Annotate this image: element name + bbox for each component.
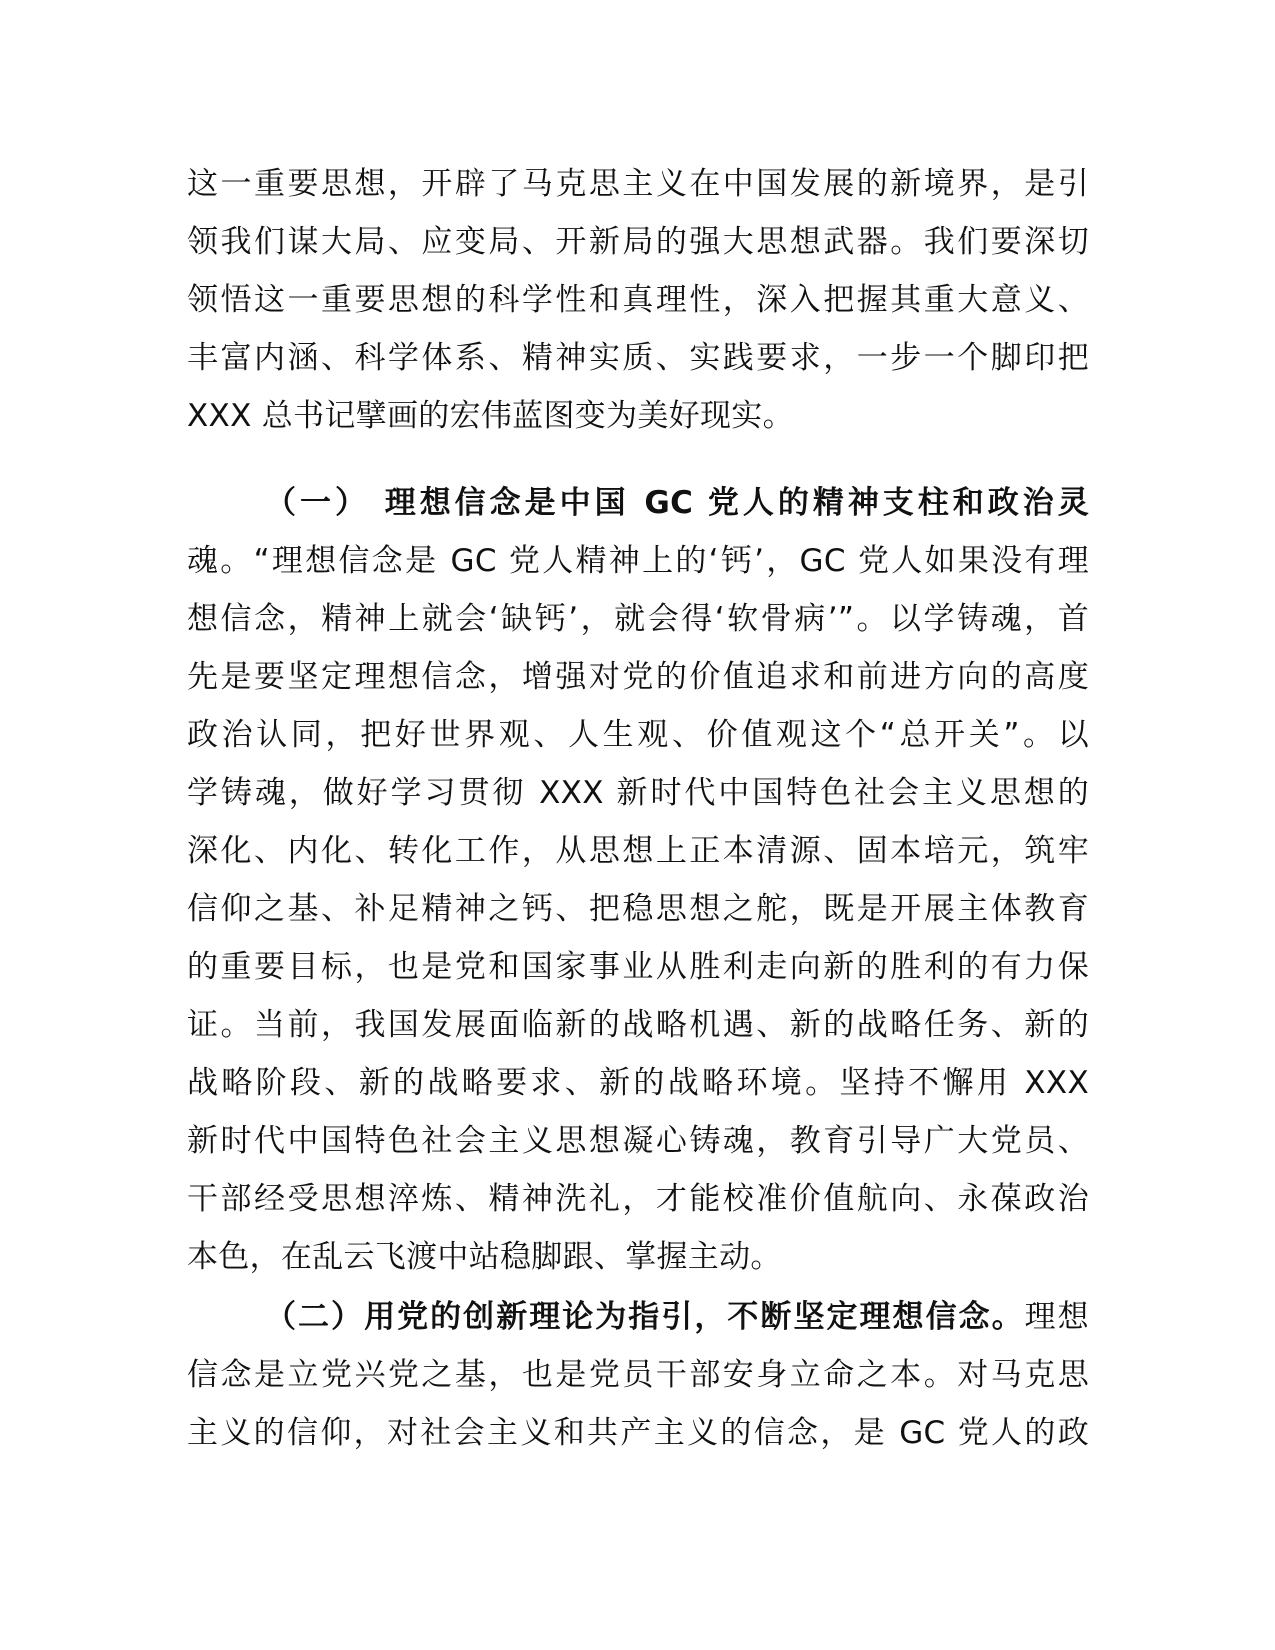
text-line: 这一重要思想，开辟了马克思主义在中国发展的新境界，是引 [187, 166, 1089, 202]
text-line: 想信念，精神上就会‘缺钙’，就会得‘软骨病’”。以学铸魂，首 [187, 601, 1089, 637]
text-line: 丰富内涵、科学体系、精神实质、实践要求，一步一个脚印把 [187, 340, 1089, 376]
section-heading: （二）用党的创新理论为指引，不断坚定理想信念。 [265, 1299, 1025, 1335]
text-line: 新时代中国特色社会主义思想凝心铸魂，教育引导广大党员、 [187, 1123, 1089, 1159]
text-line: 证。当前，我国发展面临新的战略机遇、新的战略任务、新的 [187, 1007, 1089, 1043]
text-line: 战略阶段、新的战略要求、新的战略环境。坚持不懈用 XXX [187, 1065, 1089, 1101]
text-line: 魂。“理想信念是 GC 党人精神上的‘钙’，GC 党人如果没有理 [187, 543, 1089, 579]
heading-tail-text: 理想 [1024, 1299, 1089, 1335]
section-heading-line [187, 1288, 1089, 1346]
text-line: 的重要目标，也是党和国家事业从胜利走向新的胜利的有力保 [187, 949, 1089, 985]
text-line: 先是要坚定理想信念，增强对党的价值追求和前进方向的高度 [187, 659, 1089, 695]
text-line: 领悟这一重要思想的科学性和真理性，深入把握其重大意义、 [187, 282, 1089, 318]
text-line: 干部经受思想淬炼、精神洗礼，才能校准价值航向、永葆政治 [187, 1181, 1089, 1217]
text-line: 政治认同，把好世界观、人生观、价值观这个“总开关”。以 [187, 717, 1089, 753]
text-line: XXX 总书记擘画的宏伟蓝图变为美好现实。 [187, 398, 794, 434]
section-heading: （一） 理想信念是中国 GC 党人的精神支柱和政治灵 [265, 485, 1089, 521]
paragraph-section-two [187, 1288, 1089, 1462]
text-line: 学铸魂，做好学习贯彻 XXX 新时代中国特色社会主义思想的 [187, 775, 1089, 811]
text-line: 主义的信仰，对社会主义和共产主义的信念，是 GC 党人的政 [187, 1415, 1089, 1451]
text-line: 信念是立党兴党之基，也是党员干部安身立命之本。对马克思 [187, 1357, 1089, 1393]
text-line: 本色，在乱云飞渡中站稳脚跟、掌握主动。 [187, 1239, 782, 1275]
text-line: 信仰之基、补足精神之钙、把稳思想之舵，既是开展主体教育 [187, 891, 1089, 927]
text-line: 深化、内化、转化工作，从思想上正本清源、固本培元，筑牢 [187, 833, 1089, 869]
text-line: 领我们谋大局、应变局、开新局的强大思想武器。我们要深切 [187, 224, 1089, 260]
paragraph-intro [187, 155, 1089, 445]
paragraph-section-one [187, 474, 1089, 1286]
